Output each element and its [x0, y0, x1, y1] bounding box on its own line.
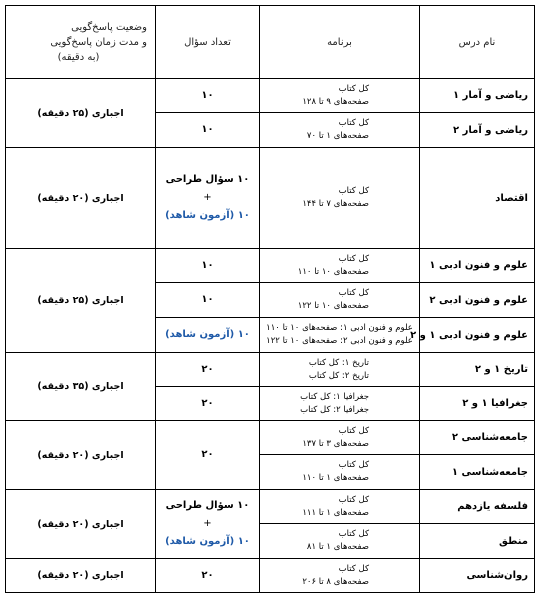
- question-count: ۲۰: [156, 387, 260, 421]
- question-count: ۲۰: [156, 421, 260, 490]
- answer-status: اجباری (۲۰ دقیقه): [6, 559, 156, 593]
- answer-status: اجباری (۲۰ دقیقه): [6, 148, 156, 249]
- course-name: جامعه‌شناسی ۲: [420, 421, 535, 455]
- table-row: [6, 148, 535, 249]
- course-name: فلسفه یازدهم: [420, 490, 535, 524]
- course-name: روان‌شناسی: [420, 559, 535, 593]
- answer-status: اجباری (۲۰ دقیقه): [6, 421, 156, 490]
- course-program: کل کتاب صفحه‌های ۱۰ تا ۱۱۰: [260, 249, 420, 283]
- course-program: کل کتاب صفحه‌های ۱ تا ۸۱: [260, 524, 420, 559]
- table-row: [6, 490, 535, 524]
- answer-status: اجباری (۲۵ دقیقه): [6, 79, 156, 148]
- exam-schedule-table: [5, 5, 535, 593]
- course-program: کل کتاب صفحه‌های ۱ تا ۱۱۱: [260, 490, 420, 524]
- course-program: کل کتاب صفحه‌های ۱۰ تا ۱۲۲: [260, 283, 420, 318]
- table-row: [6, 559, 535, 593]
- question-count: ۱۰ (آزمون شاهد): [156, 318, 260, 353]
- course-name: اقتصاد: [420, 148, 535, 249]
- header-status: وضعیت پاسخ‌گویی و مدت زمان پاسخ‌گویی (به دقیقه): [6, 6, 156, 79]
- course-name: علوم و فنون ادبی ۲: [420, 283, 535, 318]
- course-name: ریاضی و آمار ۱: [420, 79, 535, 113]
- course-program: کل کتاب صفحه‌های ۱ تا ۷۰: [260, 113, 420, 148]
- course-program: کل کتاب صفحه‌های ۸ تا ۲۰۶: [260, 559, 420, 593]
- table-row: [6, 353, 535, 387]
- course-program: کل کتاب صفحه‌های ۹ تا ۱۲۸: [260, 79, 420, 113]
- course-program: جغرافیا ۱: کل کتاب جغرافیا ۲: کل کتاب: [260, 387, 420, 421]
- header-row: [6, 6, 535, 79]
- question-count: ۱۰ سؤال طراحی + ۱۰ (آزمون شاهد): [156, 148, 260, 249]
- question-count: ۱۰ سؤال طراحی + ۱۰ (آزمون شاهد): [156, 490, 260, 559]
- course-name: علوم و فنون ادبی ۱ و ۲: [420, 318, 535, 353]
- header-program: برنامه: [260, 6, 420, 79]
- header-questions: تعداد سؤال: [156, 6, 260, 79]
- course-program: کل کتاب صفحه‌های ۷ تا ۱۴۴: [260, 148, 420, 249]
- course-program: کل کتاب صفحه‌های ۳ تا ۱۳۷: [260, 421, 420, 455]
- table-row: [6, 249, 535, 283]
- answer-status: اجباری (۳۵ دقیقه): [6, 353, 156, 421]
- question-count: ۱۰: [156, 79, 260, 113]
- course-program: علوم و فنون ادبی ۱: صفحه‌های ۱۰ تا ۱۱۰ علوم و فنون ادبی ۲: صفحه‌های ۱۰ تا ۱۲۲: [260, 318, 420, 353]
- question-count: ۲۰: [156, 559, 260, 593]
- course-name: منطق: [420, 524, 535, 559]
- course-name: علوم و فنون ادبی ۱: [420, 249, 535, 283]
- table-row: [6, 421, 535, 455]
- question-count: ۱۰: [156, 283, 260, 318]
- answer-status: اجباری (۲۵ دقیقه): [6, 249, 156, 353]
- answer-status: اجباری (۲۰ دقیقه): [6, 490, 156, 559]
- course-program: کل کتاب صفحه‌های ۱ تا ۱۱۰: [260, 455, 420, 490]
- question-count: ۲۰: [156, 353, 260, 387]
- course-program: تاریخ ۱: کل کتاب تاریخ ۲: کل کتاب: [260, 353, 420, 387]
- course-name: ریاضی و آمار ۲: [420, 113, 535, 148]
- header-course: نام درس: [420, 6, 535, 79]
- question-count: ۱۰: [156, 249, 260, 283]
- table-row: [6, 79, 535, 113]
- course-name: تاریخ ۱ و ۲: [420, 353, 535, 387]
- question-count: ۱۰: [156, 113, 260, 148]
- course-name: جامعه‌شناسی ۱: [420, 455, 535, 490]
- course-name: جغرافیا ۱ و ۲: [420, 387, 535, 421]
